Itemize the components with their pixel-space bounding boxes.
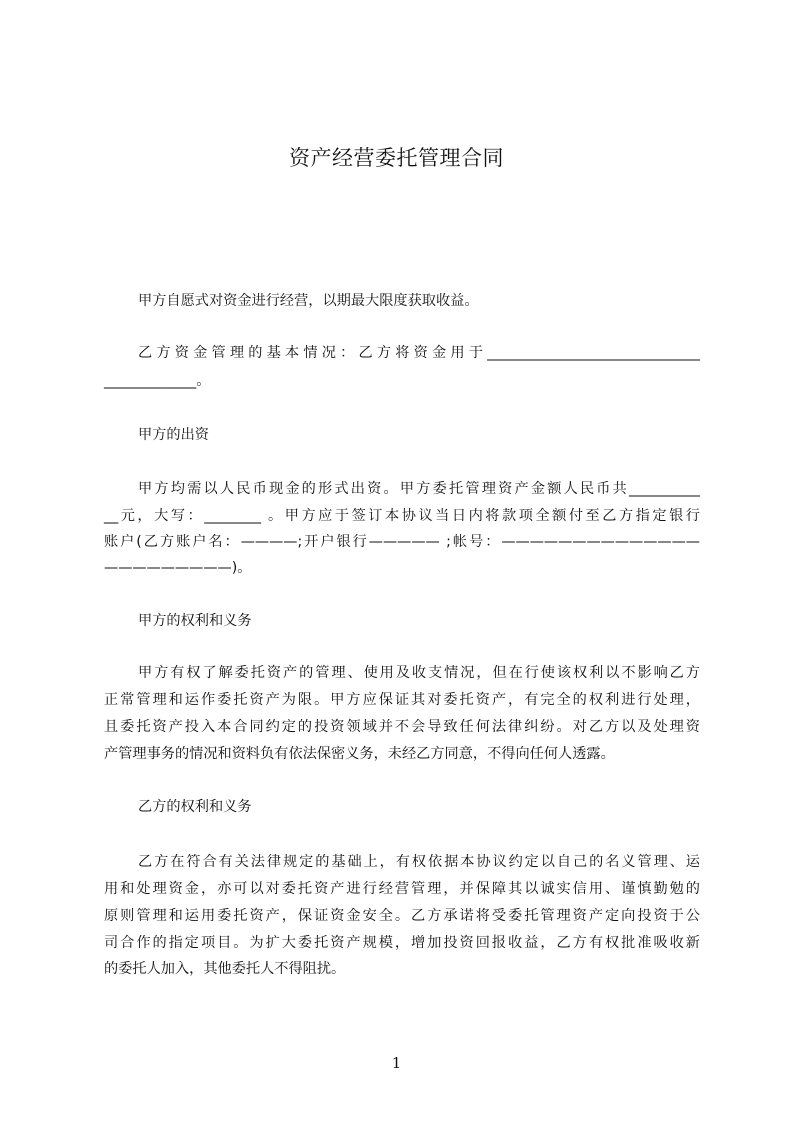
paragraph-line: 司合作的指定项目。为扩大委托资产规模，增加投资回报收益，乙方有权批准吸收新 bbox=[104, 935, 700, 951]
paragraph-line: __元，大写：________ 。甲方应于签订本协议当日内将款项全额付至乙方指定银行 bbox=[104, 508, 700, 524]
document-title: 资产经营委托管理合同 bbox=[289, 146, 504, 170]
paragraph-line: 产管理事务的情况和资料负有依法保密义务，未经乙方同意，不得向任何人透露。 bbox=[104, 746, 615, 762]
paragraph-line: 原则管理和运用委托资产，保证资金安全。乙方承诺将受委托管理资产定向投资于公 bbox=[104, 908, 700, 924]
paragraph-line: 甲方均需以人民币现金的形式出资。甲方委托管理资产金额人民币共__________ bbox=[138, 481, 700, 497]
section-heading: 甲方的出资 bbox=[138, 427, 209, 443]
paragraph-line: _____________。 bbox=[104, 373, 211, 389]
paragraph-line: 甲方有权了解委托资产的管理、使用及收支情况，但在行使该权利以不影响乙方 bbox=[138, 665, 700, 681]
paragraph-line: 乙方在符合有关法律规定的基础上，有权依据本协议约定以自己的名义管理、运 bbox=[138, 854, 700, 870]
page-number: 1 bbox=[391, 1054, 402, 1072]
paragraph-line: 账户(乙方账户名：————;开户银行————— ;帐号：—————————————— bbox=[104, 534, 700, 550]
paragraph-line: 用和处理资金，亦可以对委托资产进行经营管理，并保障其以诚实信用、谨慎勤勉的 bbox=[104, 881, 700, 897]
paragraph-line: 正常管理和运作委托资产为限。甲方应保证其对委托资产，有完全的权利进行处理， bbox=[104, 692, 700, 708]
paragraph-line: —————————)。 bbox=[104, 560, 252, 576]
section-heading: 乙方的权利和义务 bbox=[138, 799, 252, 815]
paragraph-line: 乙方资金管理的基本情况：乙方将资金用于______________________________ bbox=[138, 345, 700, 361]
paragraph-line: 甲方自愿式对资金进行经营，以期最大限度获取收益。 bbox=[138, 293, 479, 309]
section-heading: 甲方的权利和义务 bbox=[138, 613, 252, 629]
paragraph-line: 且委托资产投入本合同约定的投资领域并不会导致任何法律纠纷。对乙方以及处理资 bbox=[104, 719, 700, 735]
paragraph-line: 的委托人加入，其他委托人不得阻扰。 bbox=[104, 961, 346, 977]
